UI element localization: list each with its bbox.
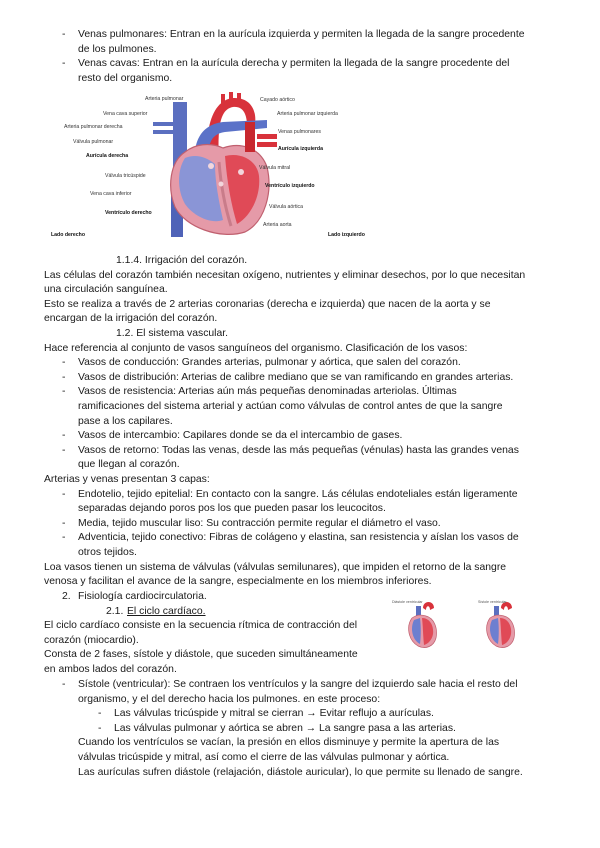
bullet: - bbox=[62, 517, 66, 529]
arch-branch-1 bbox=[221, 94, 225, 106]
descending-aorta bbox=[245, 122, 255, 152]
diagram-label: Válvula mitral bbox=[259, 165, 291, 171]
text-line: Hace referencia al conjunto de vasos sanguíneos del organismo. Clasificación de los vasos: bbox=[44, 342, 468, 354]
figure-label: Sístole ventricular bbox=[478, 600, 507, 604]
text-line: Vasos de retorno: Todas las venas, desde las más pequeñas (vénulas) hasta las grandes venas bbox=[78, 444, 519, 456]
valve-mark bbox=[219, 182, 224, 187]
diagram-label: Vena cava superior bbox=[103, 111, 148, 117]
text-line: Media, tejido muscular liso: Su contracción permite regular el diámetro el vaso. bbox=[78, 517, 441, 529]
arch-branch-3 bbox=[237, 93, 241, 104]
pulmonary-vein-left-1 bbox=[153, 122, 175, 126]
section-heading: 1.1.4. Irrigación del corazón. bbox=[116, 255, 248, 266]
diagram-label: Arteria pulmonar izquierda bbox=[277, 111, 338, 117]
text-line: Cuando los ventrículos se vacían, la presión en ellos disminuye y permite la apertura de las bbox=[78, 737, 500, 749]
text-line: Venas cavas: Entran en la aurícula derecha y permiten la llegada de la sangre procedente del bbox=[78, 58, 510, 70]
text-line: válvulas tricúspide y mitral, así como el cierre de las válvulas pulmonar y aórtica. bbox=[78, 752, 450, 763]
bullet: - bbox=[62, 29, 66, 40]
text-line: Las aurículas sufren diástole (relajación, diástole auricular), lo que permite su llenado de sangre. bbox=[78, 766, 523, 778]
diagram-label: Aurícula derecha bbox=[86, 153, 129, 159]
text-line: ramificaciones del sistema arterial y actúan como válvulas de control antes de que la sangre bbox=[78, 401, 503, 412]
bullet: - bbox=[62, 371, 66, 383]
diastole-heart bbox=[409, 602, 437, 648]
bullet: - bbox=[62, 679, 66, 690]
pulmonary-vein-left-2 bbox=[153, 130, 175, 134]
text-line: corazón (miocardio). bbox=[44, 634, 139, 646]
diagram-label: Arteria aorta bbox=[263, 222, 292, 228]
arch-branch-2 bbox=[229, 92, 233, 102]
section-number: 2. bbox=[62, 591, 71, 602]
pulmonary-vein-right-1 bbox=[257, 134, 277, 139]
bullet: - bbox=[62, 488, 66, 500]
text-line: El ciclo cardíaco consiste en la secuencia rítmica de contracción del bbox=[44, 620, 358, 632]
subsection-number: 2.1. bbox=[106, 605, 124, 617]
text-line: Venas pulmonares: Entran en la aurícula izquierda y permiten la llegada de la sangre procedente bbox=[78, 29, 525, 40]
subsection-heading: El ciclo cardíaco. bbox=[127, 605, 206, 617]
diagram-label: Ventrículo izquierdo bbox=[265, 183, 315, 189]
bullet: - bbox=[62, 532, 66, 544]
cardiac-cycle-illustration bbox=[390, 598, 555, 654]
diagram-footer-left: Lado derecho bbox=[51, 232, 86, 238]
diagram-label: Aurícula izquierda bbox=[278, 146, 323, 152]
text-line: organismo, y el del derecho hacia los pulmones. en este proceso: bbox=[78, 693, 381, 705]
bullet: - bbox=[98, 722, 102, 734]
section-heading: 1.2. El sistema vascular. bbox=[116, 328, 229, 339]
text-line: que llegan al corazón. bbox=[78, 459, 180, 471]
diagram-footer-right: Lado izquierdo bbox=[328, 232, 365, 238]
text-line: en ambos lados del corazón. bbox=[44, 664, 177, 675]
figure-label: Diástole ventricular bbox=[392, 600, 423, 604]
text-line: resto del organismo. bbox=[78, 72, 173, 84]
text-line: Vasos de conducción: Grandes arterias, pulmonar y aórtica, que salen del corazón. bbox=[78, 357, 461, 369]
text-line: venosa y facilitan el avance de la sangre, especialmente en los miembros inferiores. bbox=[44, 576, 432, 588]
diagram-label: Válvula pulmonar bbox=[73, 139, 114, 145]
diagram-label: Venas pulmonares bbox=[278, 129, 321, 135]
bullet: - bbox=[62, 386, 66, 398]
cardiac-cycle-figure bbox=[390, 598, 555, 654]
systole-heart bbox=[487, 602, 515, 648]
diagram-label: Válvula tricúspide bbox=[105, 173, 146, 179]
text-line: Arterias y venas presentan 3 capas: bbox=[44, 474, 210, 485]
bullet: - bbox=[62, 357, 66, 369]
text-line: una circulación sanguínea. bbox=[44, 284, 168, 296]
text-line: Loa vasos tienen un sistema de válvulas (válvulas semilunares), que impiden el retorno de la sangre bbox=[44, 561, 507, 573]
valve-mark bbox=[208, 163, 214, 169]
text-line: Vasos de intercambio: Capilares donde se da el intercambio de gases. bbox=[78, 430, 403, 442]
text-line: Vasos de distribución: Arterias de calibre mediano que se van ramificando en grandes arterias. bbox=[78, 371, 514, 383]
diagram-label: Cayado aórtico bbox=[260, 97, 295, 103]
heart-diagram bbox=[45, 92, 365, 242]
text-line: Esto se realiza a través de 2 arterias coronarias (derecha e izquierda) que nacen de la aorta y se bbox=[44, 298, 491, 310]
diagram-label: Válvula aórtica bbox=[269, 204, 304, 210]
text-line: pase a los capilares. bbox=[78, 415, 173, 427]
diagram-label: Arteria pulmonar bbox=[145, 96, 184, 102]
text-line: separadas dejando poros pos los que pueden pasar los leucocitos. bbox=[78, 503, 386, 515]
text-line: Vasos de resistencia: Arterias aún más pequeñas denominadas arteriolas. Últimas bbox=[78, 386, 457, 398]
text-line: Consta de 2 fases, sístole y diástole, que suceden simultáneamente bbox=[44, 649, 358, 661]
pulmonary-vein-right-2 bbox=[257, 142, 277, 147]
diagram-label: Arteria pulmonar derecha bbox=[64, 124, 123, 130]
text-line: Las válvulas pulmonar y aórtica se abren → La sangre pasa a las arterias. bbox=[114, 722, 456, 734]
section-heading: Fisiología cardiocirculatoria. bbox=[78, 591, 207, 602]
bullet: - bbox=[62, 430, 66, 442]
text-line: Adventicia, tejido conectivo: Fibras de colágeno y elastina, san resistencia y aíslan los vasos de bbox=[78, 532, 519, 544]
text-line: de los pulmones. bbox=[78, 43, 157, 55]
bullet: - bbox=[98, 708, 102, 720]
text-line: Sístole (ventricular): Se contraen los ventrículos y la sangre del izquierdo sale hacia el resto del bbox=[78, 679, 518, 690]
text-line: otros tejidos. bbox=[78, 547, 137, 558]
valve-mark bbox=[238, 169, 244, 175]
text-line: Las células del corazón también necesitan oxígeno, nutrientes y eliminar desechos, por lo que necesitan bbox=[44, 269, 526, 281]
text-line: encargan de la irrigación del corazón. bbox=[44, 313, 218, 325]
diagram-label: Vena cava inferior bbox=[90, 191, 132, 197]
bullet: - bbox=[62, 58, 66, 70]
text-line: Las válvulas tricúspide y mitral se cierran → Evitar reflujo a aurículas. bbox=[114, 708, 434, 720]
diagram-label: Ventrículo derecho bbox=[105, 210, 152, 216]
text-line: Endotelio, tejido epitelial: En contacto con la sangre. Lás células endoteliales están ligeramente bbox=[78, 488, 518, 500]
bullet: - bbox=[62, 444, 66, 456]
